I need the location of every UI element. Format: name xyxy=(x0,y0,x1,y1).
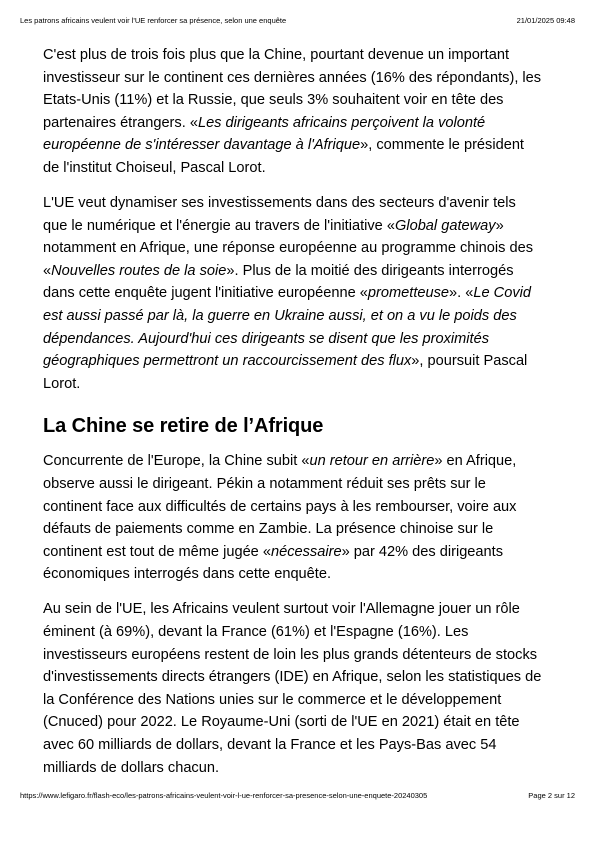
page-footer-page-number: Page 2 sur 12 xyxy=(528,791,575,800)
paragraph-4 xyxy=(43,598,543,779)
text-run: ». « xyxy=(449,285,474,302)
text-run: C'est plus de trois fois plus que la Chine, pourtant devenue un important investisseur sur le continent ces dernières années (16% des répondants), les Etats-Unis (11%) et la Russie, que seuls 3% souhaitent voir en tête des partenaires étrangers. « xyxy=(43,47,542,131)
text-run: Concurrente de l'Europe, la Chine subit « xyxy=(43,453,310,470)
text-run: » notamment en Afrique, une réponse européenne au programme chinois des « xyxy=(43,217,534,279)
text-run: Au sein de l'UE, les Africains veulent surtout voir l'Allemagne jouer un rôle éminent (à 69%), devant la France (61%) et l'Espagne (16%). Les investisseurs européens restent de loin les plus grands détenteurs de stocks d'investissements directs étrangers (IDE) en Afrique, selon les statistiques de la Conférence des Nations unies sur le commerce et le développement (Cnuced) pour 2022. Le Royaume-Uni (sorti de l'UE en 2021) était en tête avec 60 milliards de dollars, devant la France et les Pays-Bas avec 54 milliards de dollars chacun. xyxy=(43,601,542,776)
page-header-datetime: 21/01/2025 09:48 xyxy=(516,16,575,25)
text-run: » par 42% des dirigeants économiques interrogés dans cette enquête. xyxy=(43,543,504,583)
italic-run: un retour en arrière xyxy=(309,453,435,470)
section-heading: La Chine se retire de l’Afrique xyxy=(43,415,324,438)
paragraph-1 xyxy=(43,44,543,180)
text-run: », commente le président de l'institut Choiseul, Pascal Lorot. xyxy=(43,137,524,176)
paragraph-3 xyxy=(43,450,543,586)
text-run: », poursuit Pascal Lorot. xyxy=(43,353,528,392)
article-body xyxy=(43,44,543,792)
paragraph-2 xyxy=(43,192,543,395)
text-run: L'UE veut dynamiser ses investissements dans des secteurs d'avenir tels que le numérique et l'énergie au travers de l'initiative « xyxy=(43,195,516,234)
text-run: » en Afrique, observe aussi le dirigeant. Pékin a notamment réduit ses prêts sur le continent face aux difficultés de certains pays à les rembourser, voire aux défauts de paiements comme en Zambie. La présence chinoise sur le continent est tout de même jugée « xyxy=(43,453,517,560)
page-footer-url[interactable]: https://www.lefigaro.fr/flash-eco/les-patrons-africains-veulent-voir-l-ue-renforcer-sa-presence-selon-une-enquete-20240305 xyxy=(20,791,428,800)
italic-run: Le Covid est aussi passé par là, la guerre en Ukraine aussi, et on a vu le poids des dépendances. Aujourd'hui ces dirigeants se disent que les proximités géographiques permettront un raccourcissement des flux xyxy=(43,285,531,370)
italic-run: Les dirigeants africains perçoivent la volonté européenne de s'intéresser davantage à l'Afrique xyxy=(43,114,486,154)
text-run: ». Plus de la moitié des dirigeants interrogés dans cette enquête jugent l'initiative européenne « xyxy=(43,262,514,302)
page-header-title: Les patrons africains veulent voir l'UE renforcer sa présence, selon une enquête xyxy=(20,16,287,25)
italic-run: prometteuse xyxy=(367,285,450,302)
italic-run: Global gateway xyxy=(394,217,496,234)
italic-run: Nouvelles routes de la soie xyxy=(51,262,227,279)
italic-run: nécessaire xyxy=(270,543,342,560)
